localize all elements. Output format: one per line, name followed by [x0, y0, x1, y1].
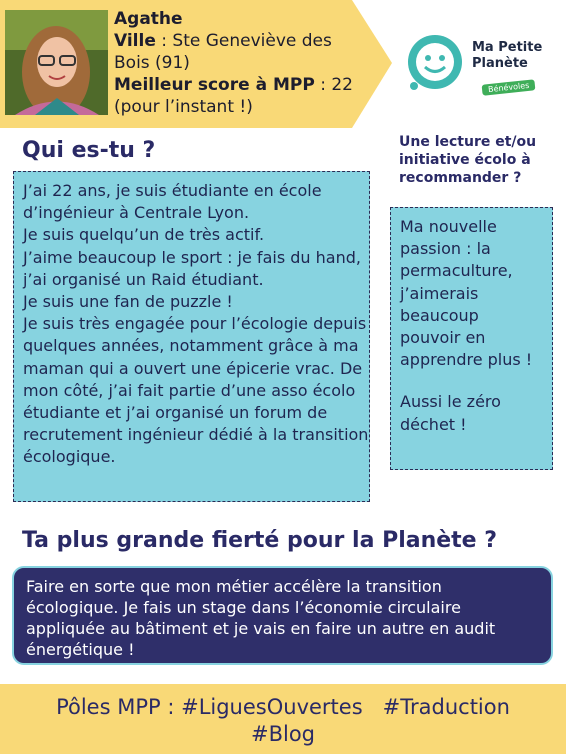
- about-paragraph: Je suis quelqu’un de très actif.: [23, 225, 265, 245]
- brand-line-2: Planète: [472, 56, 528, 71]
- score-value: : 22 (pour l’instant !): [114, 75, 353, 117]
- about-paragraph: J’aime beaucoup le sport : je fais du hand, j’ai organisé un Raid étudiant.: [23, 247, 361, 289]
- about-paragraph: Je suis très engagée pour l’écologie depuis quelques années, notamment grâce à ma maman qui a ouvert une épicerie vrac. De mon côté, j’ai fait partie d’une asso écolo étudiante et j’ai organisé un forum de recrutement ingénieur dédié à la transition écologique.: [23, 314, 369, 467]
- profile-photo: [5, 10, 108, 115]
- footer-bar: [0, 684, 566, 754]
- smiley-planet-icon: [402, 30, 472, 100]
- volunteer-badge: Bénévoles: [482, 79, 536, 96]
- poles-tags: #LiguesOuvertes #Traduction: [181, 695, 510, 719]
- poles-tags-2: #Blog: [250, 722, 315, 746]
- about-paragraph: J’ai 22 ans, je suis étudiante en école d’ingénieur à Centrale Lyon.: [23, 181, 322, 223]
- brand-line-1: Ma Petite: [472, 40, 543, 55]
- profile-city: [114, 30, 364, 74]
- poles-line: [0, 694, 566, 721]
- profile-score: [114, 74, 364, 118]
- section-heading-recommend: Une lecture et/ou initiative écolo à recommander ?: [399, 134, 537, 186]
- profile-name: Agathe: [114, 9, 183, 29]
- profile-info: [114, 8, 364, 118]
- score-label: Meilleur score à MPP: [114, 75, 315, 95]
- section-heading-pride: Ta plus grande fierté pour la Planète ?: [22, 528, 498, 553]
- section-heading-about: Qui es-tu ?: [22, 138, 156, 163]
- recommend-box: [390, 207, 553, 470]
- about-box: [13, 171, 370, 502]
- brand-name: [472, 40, 542, 72]
- about-paragraph: Je suis une fan de puzzle !: [23, 292, 233, 312]
- pride-text: Faire en sorte que mon métier accélère la transition écologique. Je fais un stage dans l’économie circulaire appliquée au bâtiment et je vais en faire un autre en audit énergétique !: [26, 577, 496, 659]
- poles-label: Pôles MPP :: [56, 695, 175, 719]
- city-value: : Ste Geneviève des Bois (91): [114, 31, 332, 73]
- recommend-text: Ma nouvelle passion : la permaculture, j’aimerais beaucoup pouvoir en apprendre plus !: [400, 217, 533, 370]
- recommend-text-2: Aussi le zéro déchet !: [400, 392, 501, 434]
- city-label: Ville: [114, 31, 156, 51]
- pride-box: [12, 566, 553, 665]
